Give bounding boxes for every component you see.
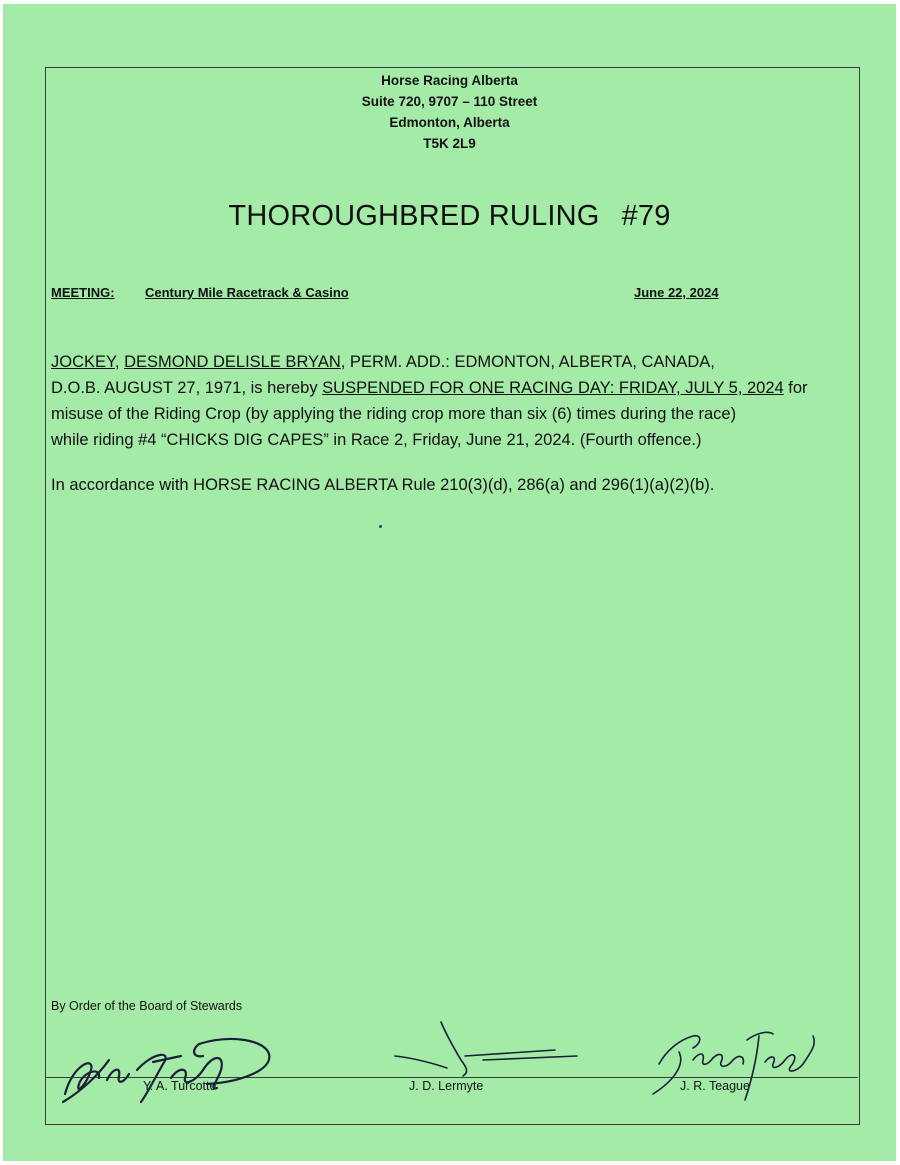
org-name: Horse Racing Alberta xyxy=(381,73,518,88)
ruling-number: #79 xyxy=(621,200,671,232)
rule-reference: In accordance with HORSE RACING ALBERTA Rule 210(3)(d), 286(a) and 296(1)(a)(2)(b). xyxy=(51,476,715,494)
steward-name-2: J. D. Lermyte xyxy=(409,1079,484,1093)
address-line-1: Suite 720, 9707 – 110 Street xyxy=(361,94,538,109)
body-line-2-end: for xyxy=(783,379,808,397)
order-statement: By Order of the Board of Stewards xyxy=(51,999,243,1013)
body-line-2 xyxy=(51,375,871,401)
body-line-4: while riding #4 “CHICKS DIG CAPES” in Race 2, Friday, June 21, 2024. (Fourth offence.) xyxy=(51,431,702,449)
signature-line xyxy=(45,1077,858,1078)
body-separator: , xyxy=(114,353,125,371)
letterhead xyxy=(3,70,896,154)
jockey-address: , PERM. ADD.: EDMONTON, ALBERTA, CANADA, xyxy=(340,353,715,371)
meeting-date: June 22, 2024 xyxy=(634,285,719,300)
steward-name-1: Y. A. Turcotte xyxy=(143,1079,217,1093)
ruling-document xyxy=(3,4,896,1161)
ruling-body xyxy=(51,349,871,453)
steward-name-3: J. R. Teague xyxy=(680,1079,750,1093)
postal-code: T5K 2L9 xyxy=(423,136,476,151)
meeting-venue: Century Mile Racetrack & Casino xyxy=(145,285,349,300)
suspension-terms: SUSPENDED FOR ONE RACING DAY: FRIDAY, JULY 5, 2024 xyxy=(322,379,784,397)
jockey-role: JOCKEY xyxy=(51,353,115,371)
jockey-dob: D.O.B. AUGUST 27, 1971, is hereby xyxy=(51,379,323,397)
body-line-3: misuse of the Riding Crop (by applying the riding crop more than six (6) times during the race) xyxy=(51,405,737,423)
meeting-label: MEETING: xyxy=(51,285,115,300)
body-line-1 xyxy=(51,349,871,375)
address-line-2: Edmonton, Alberta xyxy=(389,115,510,130)
ink-speck xyxy=(379,525,382,528)
ruling-title-text: THOROUGHBRED RULING xyxy=(228,200,600,232)
jockey-name: DESMOND DELISLE BRYAN xyxy=(124,353,341,371)
ruling-title xyxy=(3,200,896,233)
